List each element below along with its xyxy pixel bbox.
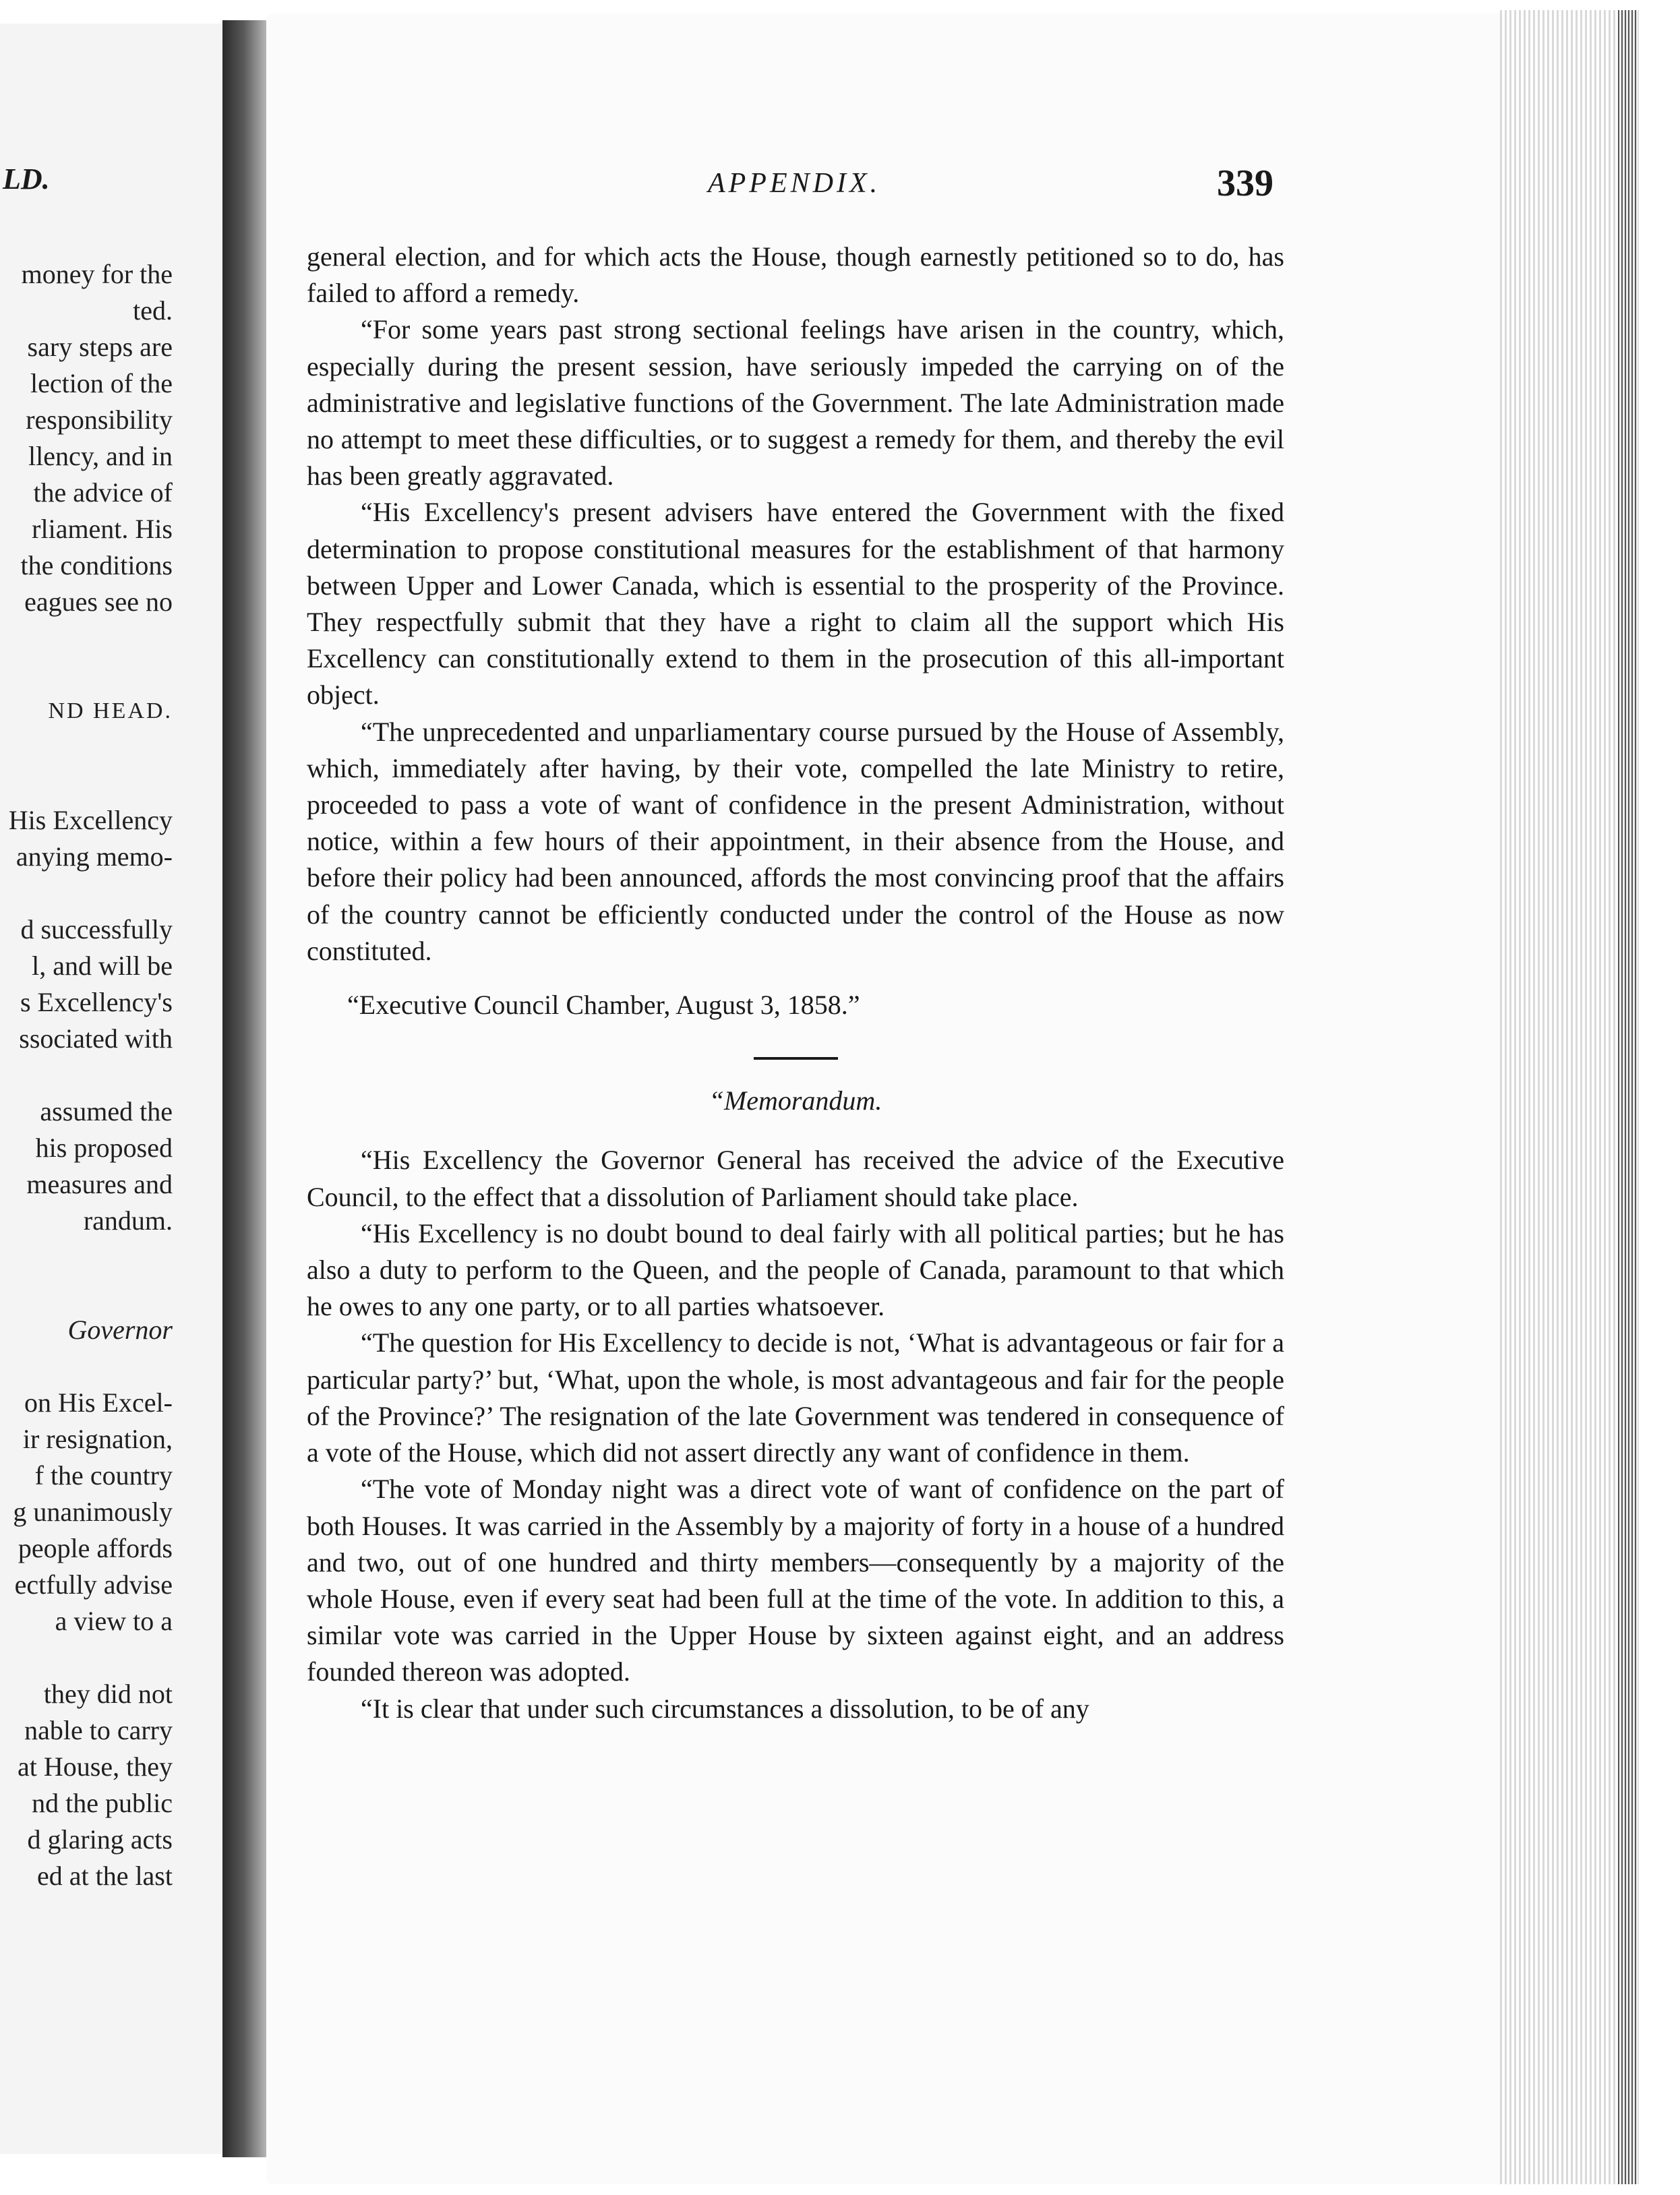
left-page-line: randum. bbox=[83, 1205, 173, 1236]
left-page-line: anying memo- bbox=[16, 841, 173, 872]
paragraph: “The unprecedented and unparliamentary course pursued by the House of Assembly, which, immediately after having, by their vote, compelled the late Ministry to retire, proceeded to pass a vote of want of confidence in the present Administration, without notice, within a few hours of their appointment, in their absence from the House, and before their policy had been announced, affords the most convincing proof that the affairs of the country cannot be efficiently conducted under the control of the House as now constituted. bbox=[307, 716, 1284, 966]
left-page-line: l, and will be bbox=[32, 951, 173, 981]
left-page-line: people affords bbox=[18, 1533, 173, 1563]
memo-paragraph: “It is clear that under such circumstances a dissolution, to be of any bbox=[361, 1693, 1089, 1724]
left-page-line: his proposed bbox=[35, 1133, 173, 1163]
left-page-line: ir resignation, bbox=[22, 1424, 173, 1454]
left-page-line: sary steps are bbox=[27, 332, 173, 362]
left-page-line: Governor bbox=[67, 1315, 173, 1345]
left-page-line: ND HEAD. bbox=[48, 698, 173, 723]
paragraph: “His Excellency's present advisers have entered the Government with the fixed determination to propose constitutional measures for the establishment of that harmony between Upper and Lower Canada, which is essential to the prosperity of the Province. They respectfully submit that they have a right to claim all the support which His Excellency can constitutionally extend to them in the prosecution of this all-important object. bbox=[307, 497, 1284, 711]
left-page-line: d glaring acts bbox=[27, 1824, 173, 1855]
left-page-line: lection of the bbox=[30, 368, 173, 398]
paragraph: general election, and for which acts the House, though earnestly petitioned so to do, has failed to afford a remedy. bbox=[307, 241, 1284, 309]
left-page-line: ssociated with bbox=[19, 1023, 173, 1054]
left-page-line: nable to carry bbox=[24, 1715, 173, 1745]
left-page-line: the conditions bbox=[20, 550, 173, 580]
left-page-line: eagues see no bbox=[24, 587, 173, 617]
paragraph: “For some years past strong sectional feelings have arisen in the country, which, especially during the present session, have seriously impeded the carrying on of the administrative and legislative functions of the Government. The late Administration made no attempt to meet these difficulties, or to suggest a remedy for them, and thereby the evil has been greatly aggravated. bbox=[307, 314, 1284, 491]
memo-paragraph: “His Excellency is no doubt bound to deal fairly with all political parties; but he has also a duty to perform to the Queen, and the people of Canada, paramount to that which he owes to any one party, or to all parties whatsoever. bbox=[307, 1217, 1284, 1322]
left-page-line: ectfully advise bbox=[14, 1569, 173, 1600]
left-page-line: responsibility bbox=[26, 404, 173, 435]
memo-title: “Memorandum. bbox=[709, 1085, 882, 1116]
left-page-line: they did not bbox=[43, 1679, 173, 1709]
left-page-line: the advice of bbox=[33, 477, 173, 508]
left-page-header: LD. bbox=[3, 162, 50, 196]
left-page-line: ted. bbox=[133, 295, 173, 326]
memo-paragraph: “His Excellency the Governor General has received the advice of the Executive Council, to the effect that a dissolution of Parliament should take place. bbox=[307, 1145, 1284, 1212]
memo-paragraph: “The question for His Excellency to decide is not, ‘What is advantageous or fair for a particular party?’ but, ‘What, upon the whole, is most advantageous and fair for the people of the Province?’ The resignation of the late Government was tendered in consequence of a vote of the House, which did not assert directly any want of confidence in them. bbox=[307, 1327, 1284, 1468]
left-page-line: on His Excel- bbox=[24, 1387, 173, 1418]
page-number: 339 bbox=[1217, 162, 1273, 204]
memo-paragraph: “The vote of Monday night was a direct vote of want of confidence on the part of both Houses. It was carried in the Assembly by a majority of forty in a house of a hundred and two, out of one hundred and thirty members—consequently by a majority of the whole House, even if every seat had been full at the time of the vote. In addition to this, a similar vote was carried in the Upper House by sixteen against eight, and an address founded thereon was adopted. bbox=[307, 1474, 1284, 1687]
left-page-line: s Excellency's bbox=[20, 987, 173, 1017]
left-page-line: nd the public bbox=[32, 1788, 173, 1818]
left-page-line: rliament. His bbox=[32, 514, 173, 544]
left-page-line: measures and bbox=[26, 1169, 173, 1199]
page-edges-outer bbox=[1618, 10, 1638, 2184]
page-body bbox=[307, 239, 1284, 1727]
left-page-line: money for the bbox=[21, 259, 173, 289]
left-page-line: assumed the bbox=[40, 1096, 173, 1126]
left-page-line: at House, they bbox=[18, 1751, 173, 1782]
left-page-line: a view to a bbox=[55, 1606, 173, 1636]
left-page-line: f the country bbox=[34, 1460, 173, 1491]
date-line: “Executive Council Chamber, August 3, 1858.” bbox=[347, 990, 860, 1021]
left-page-line: g unanimously bbox=[13, 1497, 173, 1527]
left-page-line: His Excellency bbox=[8, 805, 173, 835]
left-page-line: ed at the last bbox=[36, 1861, 173, 1891]
section-divider bbox=[754, 1057, 838, 1060]
running-title: APPENDIX. bbox=[708, 168, 881, 199]
left-facing-page bbox=[0, 24, 222, 2154]
left-page-line: d successfully bbox=[20, 914, 173, 944]
left-page-line: llency, and in bbox=[28, 441, 173, 471]
